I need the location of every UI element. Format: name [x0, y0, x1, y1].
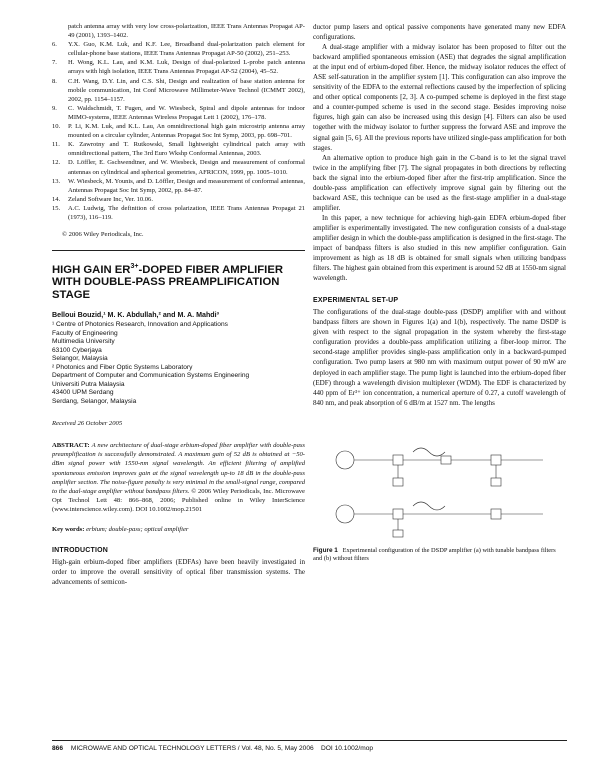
bandpass-filter-a: [441, 456, 451, 464]
figure-label: Figure 1: [313, 546, 338, 554]
pump-laser-b: [393, 530, 403, 537]
affiliations: [52, 321, 305, 406]
affiliation-line: Serdang, Selangor, Malaysia: [52, 397, 137, 405]
reference-text: W. Wiesbeck, M. Younis, and D. Löffler, Design and measurement of conformal antennas, Antennas Propagat Soc Int Symp, 2002, pp. 84–87.: [68, 177, 305, 194]
affiliation-line: Faculty of Engineering: [52, 329, 118, 337]
reference-text: Zeland Software Inc, Ver. 10.06.: [68, 195, 153, 203]
body-paragraph: A dual-stage amplifier with a midway isolator has been proposed to filter out the backward amplified spontaneous emission (ASE) that degrades the signal amplification at the input end of erbium-doped fiber. Hence, the midway isolator reduces the effect of ASE self-saturation in the amplifier system [1]. This configuration can also improve the sensitivity of the EDFA to the external reflections caused by the imperfection of splicing and other optical components [2, 3]. A co-pumped scheme is deployed in the first stage and a counter-pumped scheme is used in the second stage. Besides improving noise figures, high gain can also be increased using this design [4]. Filters can also be used together with the midway isolator to further suppress the forward ASE and improve the signal gain [5, 6]. All the previous reports have utilized single-pass amplification for both stages.: [313, 43, 566, 152]
abstract-label: ABSTRACT:: [52, 442, 90, 450]
reference-item: [52, 58, 305, 76]
reference-item: [52, 22, 305, 40]
body-paragraph: ductor pump lasers and optical passive components have generated many new EDFA configurations.: [313, 23, 566, 42]
reference-number: 8.: [52, 77, 57, 85]
reference-text: K. Zawrotny and T. Rutkowski, Small lightweight cylindrical patch array with omnidirectional pattern, The 3rd Euro Wkshp Conformal Antennas, 2003.: [68, 141, 305, 158]
figure-1: [313, 422, 566, 542]
affiliation-line: Multimedia University: [52, 338, 115, 346]
isolator-b: [491, 509, 501, 519]
abstract: [52, 441, 305, 515]
affiliation-line: ¹ Centre of Photonics Research, Innovation and Applications: [52, 321, 228, 329]
reference-text: P. Li, K.M. Luk, and K.L. Lau, An omnidirectional high gain microstrip antenna array mounted on a circular cylinder, Antennas Propagat Soc Int Symp, 2003, pp. 698–701.: [68, 123, 305, 140]
setup-paragraph: The configurations of the dual-stage double-pass (DSDP) amplifier with and without bandpass filters are shown in Figures 1(a) and 1(b), respectively. The name DSDP is given with respect to the signal propagation in the system whereby the first-stage configuration provides a double-pass amplification utilizing a fiber-loop mirror. The second-stage amplifier provides single-pass amplification only in a backward-pumped configuration. Two pump lasers at 980 nm with maximum output power of 90 mW are deployed in each amplifier stage. The pump light is launched into the erbium-doped fiber (EDF) through a wavelength division multiplexer (WDM). The EDF is characterized by 440 ppm of Er³⁺ ion concentration, a numerical aperture of 0.27, a cutoff wavelength of 840 nm, and peak absorption of 6 dB/m at 1527 nm. The lengths: [313, 308, 566, 407]
reference-number: 7.: [52, 59, 57, 67]
reference-text: A.C. Ludwig, The definition of cross polarization, IEEE Trans Antennas Propagat 21 (1973), 116–119.: [68, 204, 305, 221]
affiliation-line: Selangor, Malaysia: [52, 355, 108, 363]
reference-number: 9.: [52, 104, 57, 112]
figure-1-diagram: [313, 422, 566, 542]
introduction-heading: INTRODUCTION: [52, 546, 109, 554]
introduction-paragraph: High-gain erbium-doped fiber amplifiers (EDFAs) have been heavily investigated in order to improve the overall sensitivity of optical fiber transmission systems. The advancements of semicon-: [52, 557, 305, 586]
received-date: Received 26 October 2005: [52, 420, 123, 428]
reference-item: [52, 177, 305, 195]
reference-item: [52, 77, 305, 104]
pump-laser-a: [393, 478, 403, 486]
isolator-a: [491, 455, 501, 465]
copyright-notice: © 2006 Wiley Periodicals, Inc.: [62, 231, 144, 239]
affiliation-line: Department of Computer and Communication Systems Engineering: [52, 372, 250, 380]
reference-item: [52, 204, 305, 222]
pump-laser-a2: [491, 478, 501, 486]
keywords: [52, 526, 305, 533]
reference-item: [52, 122, 305, 140]
edf-coil-a: [413, 448, 445, 456]
wdm-coupler-b: [393, 509, 403, 519]
keywords-value: erbium; double-pass; optical amplifier: [86, 525, 189, 533]
affiliation-line: Universiti Putra Malaysia: [52, 380, 125, 388]
figure-caption: [313, 547, 566, 564]
reference-text: Y.X. Guo, K.M. Luk, and K.F. Lee, Broadband dual-polarization patch element for cellular-phone base stations, IEEE Trans Antennas Propagat AP-50 (2002), 251–253.: [68, 41, 305, 58]
abstract-text: A new architecture of dual-stage erbium-doped fiber amplifier with double-pass preamplification is successfully demonstrated. A maximum gain of 52 dB is obtained at −50-dBm signal power with 1550-nm signal wavelength. An efficient filtering of amplified spontaneous emission improves gain at the signal wavelength up-to 18 dB in the double-pass amplifier section. The noise-figure penalty is very minimal in the small-signal range, compared to the dual-stage amplifier without bandpass filters.: [52, 442, 305, 496]
journal-info: MICROWAVE AND OPTICAL TECHNOLOGY LETTERS / Vol. 48, No. 5, May 2006: [70, 745, 314, 752]
wdm-coupler-a: [393, 455, 403, 465]
reference-number: 12.: [52, 159, 61, 167]
affiliation-line: 43400 UPM Serdang: [52, 389, 114, 397]
reference-number: 14.: [52, 195, 61, 203]
edf-coil-b: [413, 502, 445, 510]
body-paragraph: An alternative option to produce high gain in the C-band is to let the signal travel twice in the amplifying fiber [7]. The signal propagates in both directions by reflecting back the signal into the erbium-doped fiber after the first-trip amplification. Since the double-pass amplification can effectively improve signal gain by filtering out the backward ASE, this technique can be used as the first-stage amplifier in a dual-stage amplifier.: [313, 153, 566, 212]
page-number: 866: [52, 745, 64, 752]
left-column: [52, 22, 305, 587]
figure-caption-text: Experimental configuration of the DSDP amplifier (a) with tunable bandpass filters and (b) without filters: [313, 546, 556, 563]
reference-number: 6.: [52, 41, 57, 49]
reference-list: [52, 22, 305, 222]
body-paragraph: In this paper, a new technique for achieving high-gain EDFA erbium-doped fiber amplifier is experimentally investigated. The new configuration consists of a dual-stage amplifier design in which the double-pass amplification is designed in the first-stage. The impact of bandpass filters is also studied in this new amplifier configuration. Gain improvement as high as 18 dB is obtained for small signals when utilizing bandpass filters. The highest gain obtained from this experiment is around 52 dB at 1550-nm signal wavelength.: [313, 213, 566, 283]
page-footer: [52, 740, 567, 752]
reference-text: patch antenna array with very low cross-polarization, IEEE Trans Antennas Propagat AP-49 (2001), 1393–1402.: [68, 23, 305, 40]
keywords-label: Key words:: [52, 525, 85, 533]
fiber-loop-mirror-a: [336, 451, 354, 469]
reference-item: [52, 140, 305, 158]
reference-text: C. Waldschmidt, T. Fugen, and W. Wiesbeck, Spiral and dipole antennas for indoor MIMO-systems, IEEE Antennas Wireless Propagat Lett 1 (2002), 176–178.: [68, 104, 305, 121]
affiliation-line: ² Photonics and Fiber Optic Systems Laboratory: [52, 363, 193, 371]
section-divider: [52, 250, 305, 251]
reference-text: C.H. Wang, D.Y. Lin, and C.S. Shi, Design and realization of base station antenna for mobile communication, Int Conf Microwave Millimeter-Wave Technol (ICMMT 2002), 2002, pp. 1154–1157.: [68, 77, 305, 103]
reference-text: H. Wong, K.L. Lau, and K.M. Luk, Design of dual-polarized L-probe patch antenna arrays with high isolation, IEEE Trans Antennas Propagat AP-52 (2004), 45–52.: [68, 59, 305, 76]
article-title: HIGH GAIN $ER^{3+}$-DOPED FIBER AMPLIFIER WITH DOUBLE-PASS PREAMPLIFICATION STAGE: [52, 263, 284, 301]
affiliation-line: 63100 Cyberjaya: [52, 346, 102, 354]
abstract-publication-info: © 2006 Wiley Periodicals, Inc. Microwave Opt Technol Lett 48: 866–868, 2006; Published online in Wiley InterScience (www.interscience.wiley.com). DOI 10.1002/mop.21501: [52, 488, 305, 514]
fiber-loop-mirror-b: [336, 505, 354, 523]
doi: DOI 10.1002/mop: [321, 745, 374, 752]
reference-number: 10.: [52, 123, 61, 131]
right-column: [313, 22, 566, 564]
reference-number: 15.: [52, 204, 61, 212]
author-list: Belloui Bouzid,¹ M. K. Abdullah,² and M. A. Mahdi³: [52, 311, 219, 320]
reference-item: [52, 40, 305, 58]
reference-item: [52, 195, 305, 204]
reference-item: [52, 104, 305, 122]
reference-number: 11.: [52, 141, 60, 149]
reference-text: D. Löffler, E. Gschwendtner, and W. Wiesbeck, Design and measurement of conformal antennas on cylindrical and spherical geometries, AFRICON, 1999, pp. 1005–1010.: [68, 159, 305, 176]
reference-item: [52, 158, 305, 176]
setup-heading: EXPERIMENTAL SET-UP: [313, 297, 399, 305]
reference-number: 13.: [52, 177, 61, 185]
